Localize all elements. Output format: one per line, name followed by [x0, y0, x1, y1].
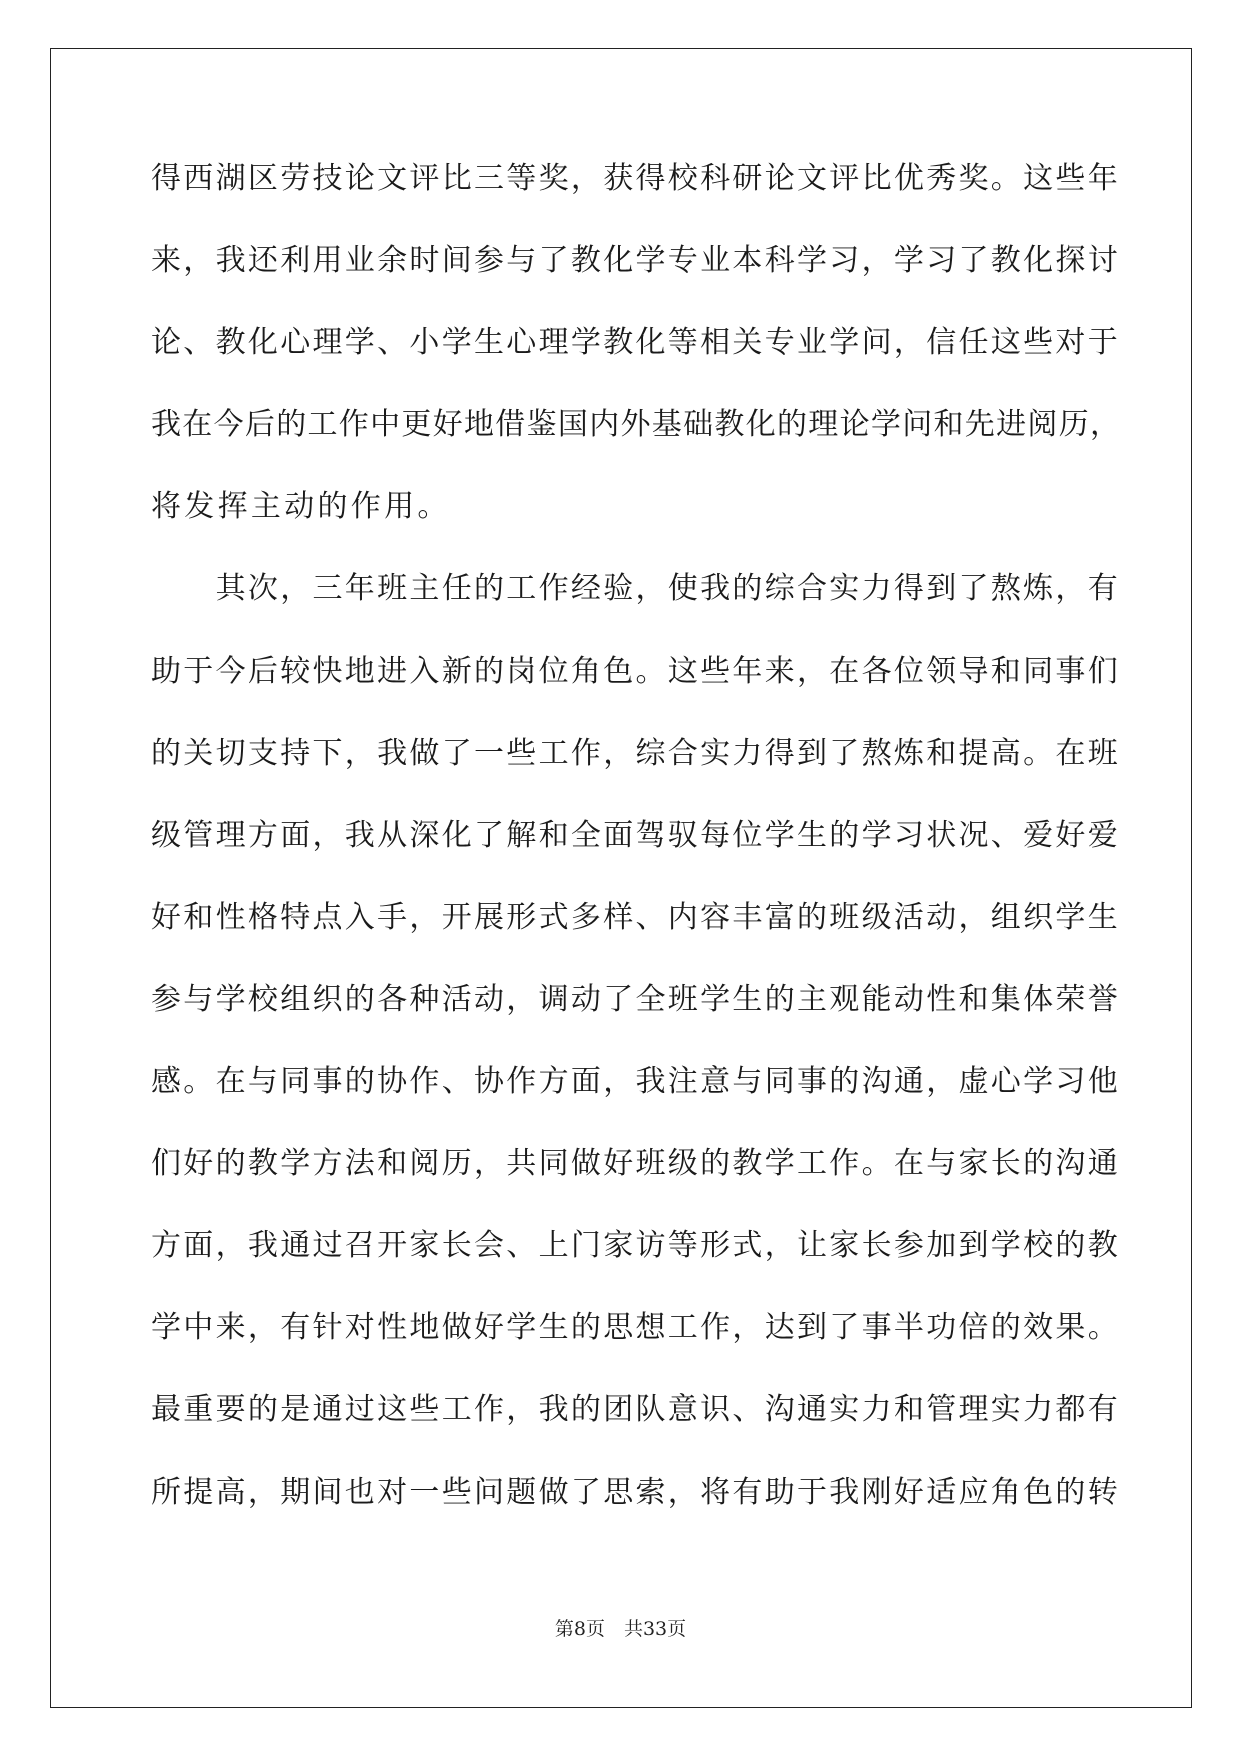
text-line: 论、教化心理学、小学生心理学教化等相关专业学问，信任这些对于: [151, 325, 1120, 361]
text-line: 所提高，期间也对一些问题做了思索，将有助于我刚好适应角色的转: [151, 1474, 1120, 1510]
text-line: 好和性格特点入手，开展形式多样、内容丰富的班级活动，组织学生: [151, 899, 1120, 935]
text-line: 最重要的是通过这些工作，我的团队意识、沟通实力和管理实力都有: [151, 1392, 1120, 1428]
text-line: 我在今后的工作中更好地借鉴国内外基础教化的理论学问和先进阅历，: [151, 407, 1122, 443]
text-line: 们好的教学方法和阅历，共同做好班级的教学工作。在与家长的沟通: [151, 1146, 1120, 1182]
text-line: 的关切支持下，我做了一些工作，综合实力得到了熬炼和提高。在班: [151, 735, 1120, 771]
text-line: 助于今后较快地进入新的岗位角色。这些年来，在各位领导和同事们: [151, 653, 1120, 689]
text-line: 级管理方面，我从深化了解和全面驾驭每位学生的学习状况、爱好爱: [151, 817, 1120, 853]
text-line: 其次，三年班主任的工作经验，使我的综合实力得到了熬炼，有: [151, 571, 1120, 607]
text-line: 学中来，有针对性地做好学生的思想工作，达到了事半功倍的效果。: [151, 1310, 1120, 1346]
text-line: 参与学校组织的各种活动，调动了全班学生的主观能动性和集体荣誉: [151, 981, 1120, 1017]
text-line: 将发挥主动的作用。: [151, 489, 451, 525]
text-line: 得西湖区劳技论文评比三等奖，获得校科研论文评比优秀奖。这些年: [151, 161, 1120, 196]
text-line: 感。在与同事的协作、协作方面，我注意与同事的沟通，虚心学习他: [151, 1064, 1120, 1100]
body-text: [151, 161, 1122, 1560]
text-line: 来，我还利用业余时间参与了教化学专业本科学习，学习了教化探讨: [151, 243, 1120, 279]
text-line: 方面，我通过召开家长会、上门家访等形式，让家长参加到学校的教: [151, 1228, 1120, 1264]
page-number-footer: 第8页 共33页: [554, 1618, 687, 1640]
